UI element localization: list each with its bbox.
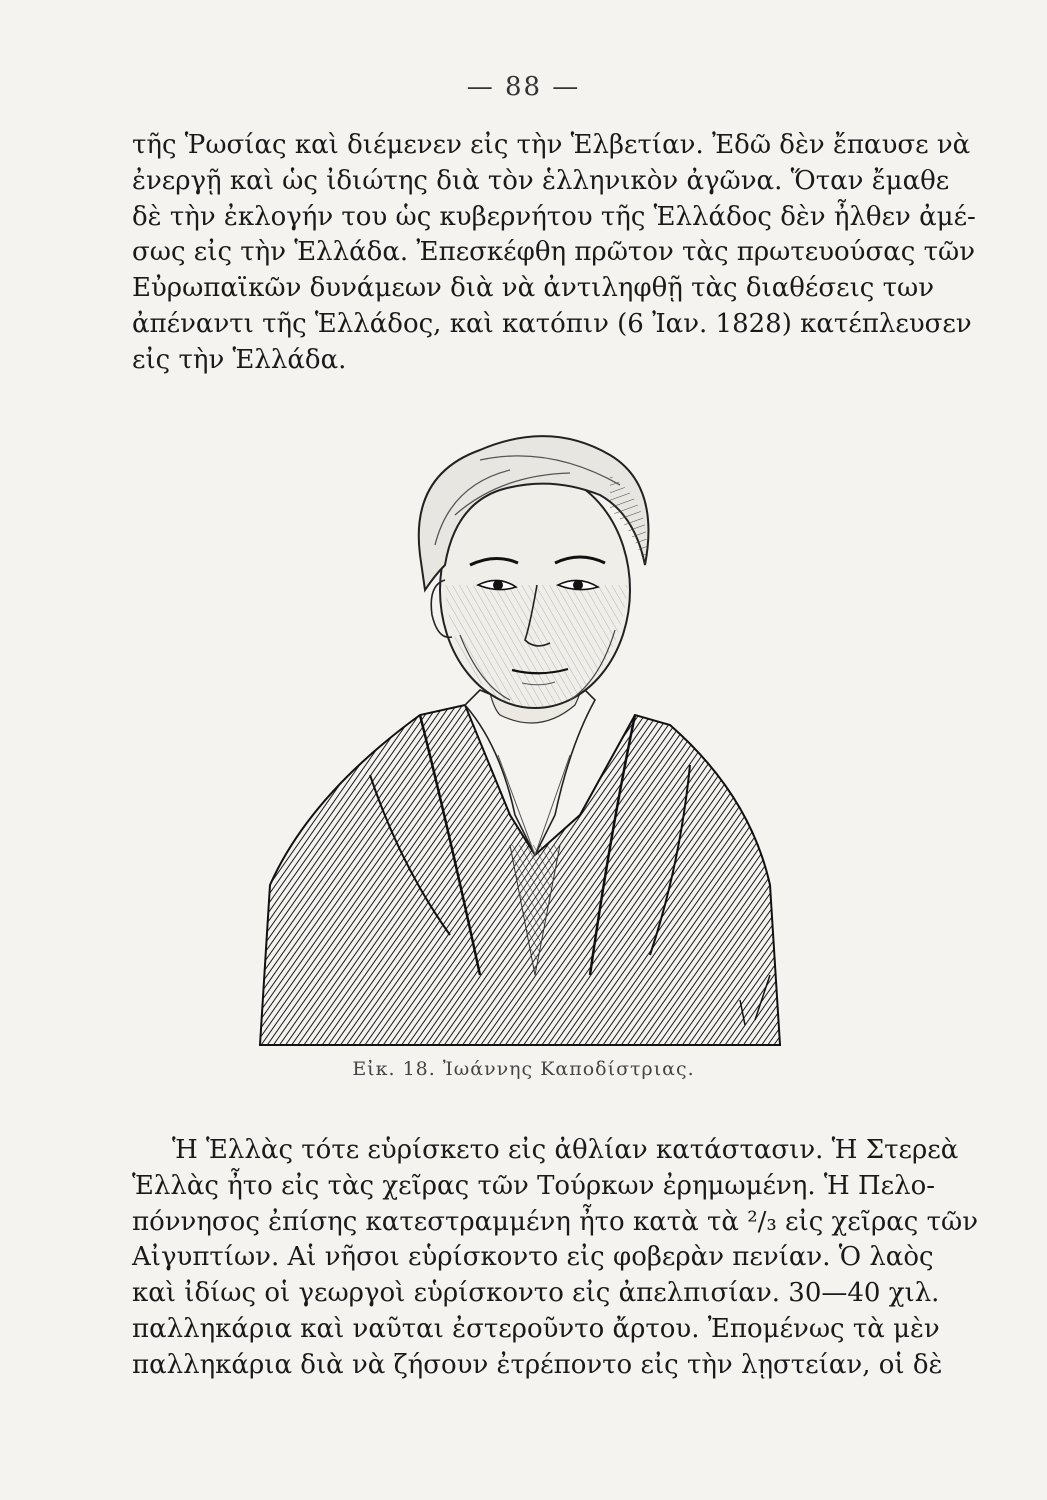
text-line: Αἰγυπτίων. Αἱ νῆσοι εὑρίσκοντο εἰς φοβερὰν πενίαν. Ὁ λαὸς (132, 1242, 934, 1273)
text-line: σως εἰς τὴν Ἑλλάδα. Ἐπεσκέφθη πρῶτον τὰς πρωτευούσας τῶν (132, 237, 975, 268)
text-line: παλληκάρια διὰ νὰ ζήσουν ἐτρέποντο εἰς τὴν λῃστείαν, οἱ δὲ (132, 1349, 943, 1380)
paragraph-1 (132, 128, 982, 379)
portrait-illustration (250, 415, 790, 1055)
text-line: εἰς τὴν Ἑλλάδα. (132, 344, 347, 375)
text-line: δὲ τὴν ἐκλογήν του ὡς κυβερνήτου τῆς Ἑλλάδος δὲν ἦλθεν ἀμέ- (132, 201, 976, 232)
text-line: ἀπέναντι τῆς Ἑλλάδος, καὶ κατόπιν (6 Ἰαν. 1828) κατέπλευσεν (132, 308, 972, 339)
paragraph-2 (132, 1133, 982, 1384)
text-line: Ἑλλὰς ἦτο εἰς τὰς χεῖρας τῶν Τούρκων ἐρημωμένη. Ἡ Πελο- (132, 1170, 936, 1201)
text-line: πόννησος ἐπίσης κατεστραμμένη ἦτο κατὰ τὰ ²/₃ εἰς χεῖρας τῶν (132, 1206, 979, 1237)
figure-caption: Εἰκ. 18. Ἰωάννης Καποδίστριας. (352, 1058, 695, 1080)
portrait-engraving (250, 415, 790, 1055)
text-line: καὶ ἰδίως οἱ γεωργοὶ εὑρίσκοντο εἰς ἀπελπισίαν. 30—40 χιλ. (132, 1278, 940, 1309)
page-number: — 88 — (466, 72, 581, 102)
text-line: Ἡ Ἑλλὰς τότε εὑρίσκετο εἰς ἀθλίαν κατάστασιν. Ἡ Στερεὰ (172, 1135, 959, 1165)
text-line: ἐνεργῇ καὶ ὡς ἰδιώτης διὰ τὸν ἑλληνικὸν ἀγῶνα. Ὅταν ἔμαθε (132, 165, 950, 196)
text-line: Εὐρωπαϊκῶν δυνάμεων διὰ νὰ ἀντιληφθῇ τὰς διαθέσεις των (132, 273, 935, 304)
text-line: παλληκάρια καὶ ναῦται ἐστεροῦντο ἄρτου. Ἐπομένως τὰ μὲν (132, 1313, 940, 1344)
text-line: τῆς Ῥωσίας καὶ διέμενεν εἰς τὴν Ἑλβετίαν. Ἐδῶ δὲν ἔπαυσε νὰ (132, 130, 971, 160)
